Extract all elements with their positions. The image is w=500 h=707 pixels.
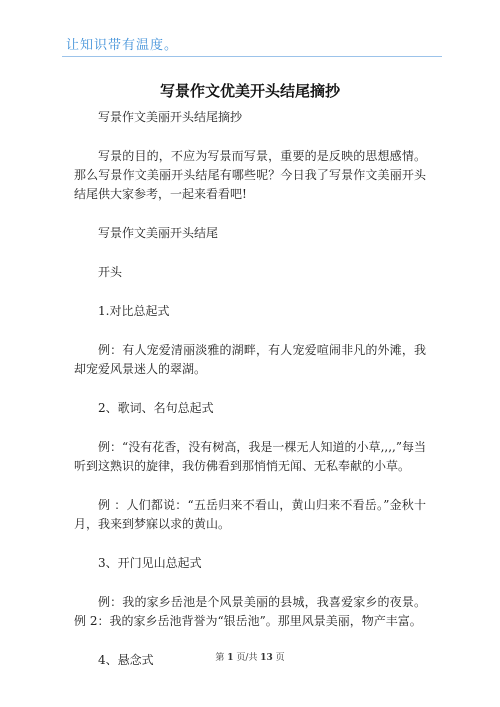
section-heading: 写景作文美丽开头结尾 bbox=[98, 226, 219, 240]
header-slogan: 让知识带有温度。 bbox=[66, 38, 179, 53]
method-heading-lyrics: 2、歌词、名句总起式 bbox=[98, 401, 214, 415]
example-paragraph: 例：我的家乡岳池是个风景美丽的县城，我喜爱家乡的夜景。例 2：我的家乡岳池背誉为“银岳池”。那里风景美丽，物产丰富。 bbox=[74, 595, 426, 628]
paragraph-intro: 写景的目的，不应为写景而写景，重要的是反映的思想感情。那么写景作文美丽开头结尾有哪些呢？今日我了写景作文美丽开头结尾供大家参考，一起来看看吧! bbox=[74, 149, 426, 201]
example-paragraph: 例 ：人们都说：“五岳归来不看山，黄山归来不看岳。”金秋十月，我来到梦寐以求的黄山。 bbox=[74, 498, 426, 531]
paragraph-subtitle: 写景作文美丽开头结尾摘抄 bbox=[98, 110, 243, 124]
page-footer bbox=[0, 650, 500, 663]
header-divider bbox=[62, 56, 442, 57]
method-heading-direct: 3、开门见山总起式 bbox=[98, 556, 202, 570]
example-paragraph: 例：“没有花香，没有树高，我是一棵无人知道的小草,,,,”每当听到这熟识的旋律，我仿佛看到那悄悄无闻、无私奉献的小草。 bbox=[74, 440, 426, 473]
footer-page-number: 1 bbox=[227, 653, 234, 663]
footer-middle: 页/共 bbox=[236, 653, 258, 663]
document-title: 写景作文优美开头结尾摘抄 bbox=[159, 82, 340, 100]
method-heading-suspense: 4、悬念式 bbox=[98, 653, 154, 667]
footer-suffix: 页 bbox=[275, 653, 285, 663]
footer-prefix: 第 bbox=[215, 653, 225, 663]
example-paragraph: 例：有人宠爱清丽淡雅的湖畔，有人宠爱喧闹非凡的外滩，我却宠爱风景迷人的翠湖。 bbox=[74, 343, 426, 376]
page-header bbox=[0, 0, 500, 60]
document-body bbox=[74, 108, 426, 690]
footer-total-pages: 13 bbox=[260, 653, 273, 663]
section-heading-opening: 开头 bbox=[98, 265, 123, 279]
method-heading-contrast: 1.对比总起式 bbox=[98, 304, 170, 318]
